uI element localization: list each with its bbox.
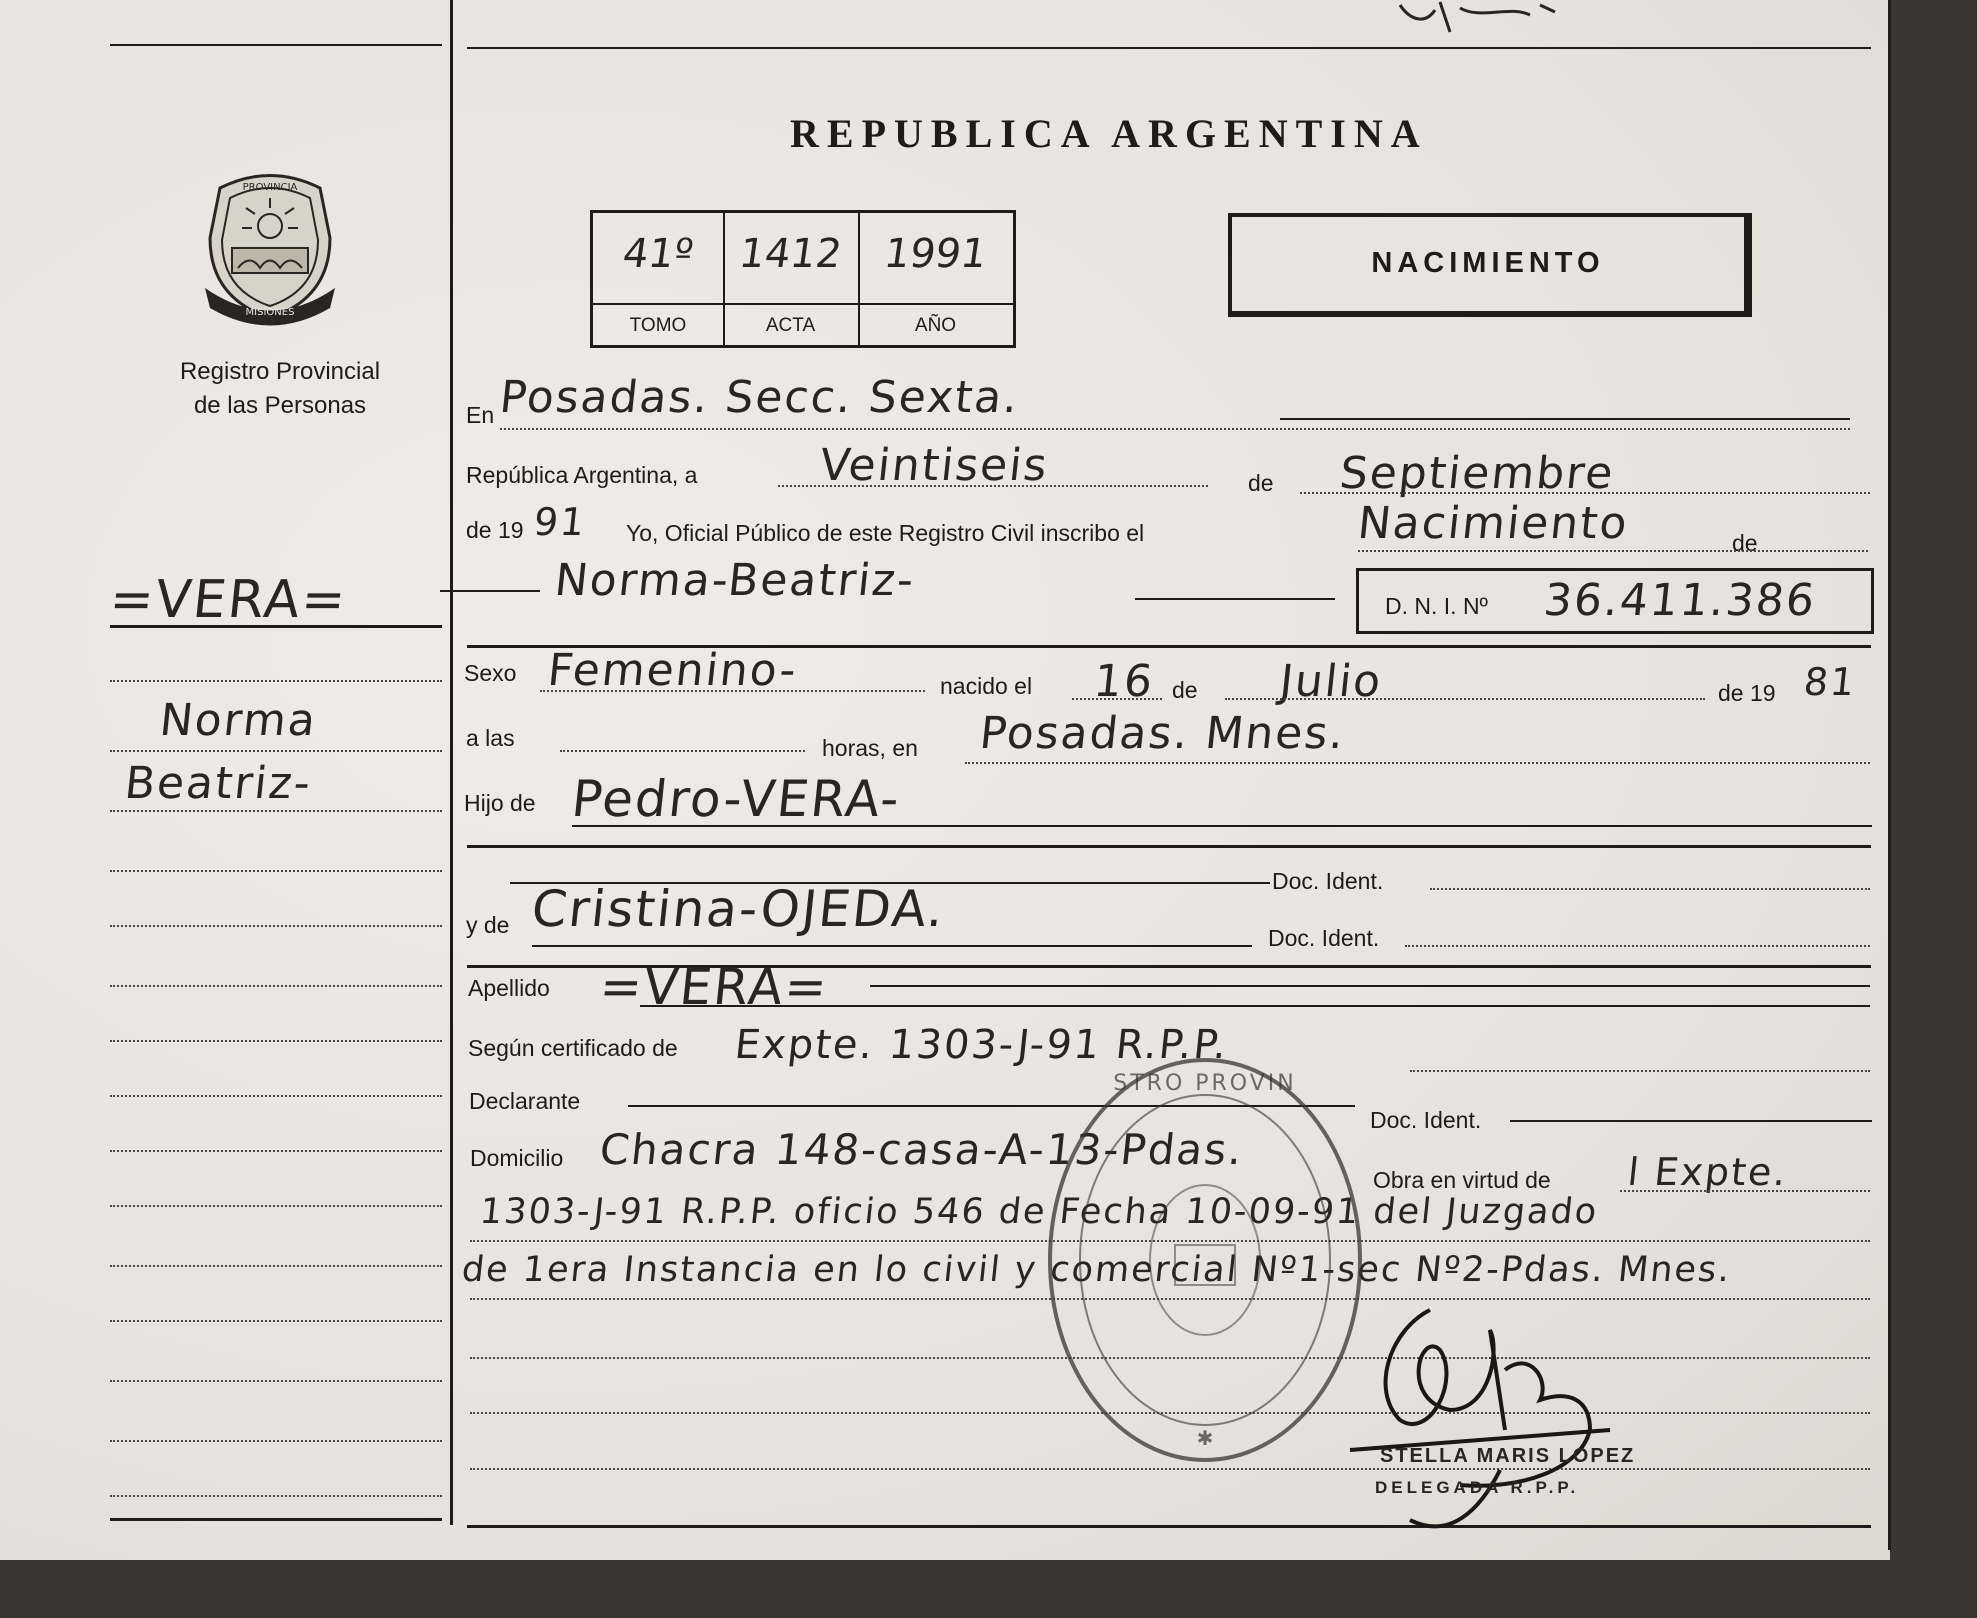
top-left-rule: [110, 44, 442, 46]
apellido-label: Apellido: [468, 975, 550, 1001]
day-value: Veintiseis: [817, 440, 1052, 491]
signatory-name: STELLA MARIS LOPEZ: [1380, 1445, 1636, 1467]
name-value: Norma-Beatriz-: [552, 555, 918, 606]
segun-value: Expte. 1303-J-91 R.P.P.: [732, 1022, 1231, 1068]
obra-label: Obra en virtud de: [1373, 1167, 1551, 1193]
doc-ident-label-3: Doc. Ident.: [1370, 1107, 1482, 1133]
month-line: [1300, 492, 1870, 494]
en-value: Posadas. Secc. Sexta.: [497, 372, 1023, 423]
month-value: Septiembre: [1337, 448, 1618, 499]
apellido-value: =VERA=: [596, 958, 832, 1016]
sidebar-dots-9: [110, 1150, 442, 1152]
sidebar-bottom-rule: [110, 1518, 442, 1521]
tomo-value: 41º: [619, 231, 697, 277]
de19-label-2: de 19: [1718, 680, 1776, 706]
top-right-rule: [467, 47, 1871, 49]
svg-text:✱: ✱: [1196, 1426, 1214, 1450]
act-type-label: NACIMIENTO: [1371, 247, 1605, 279]
republica-label: República Argentina, a: [466, 462, 698, 488]
place-value: Posadas. Mnes.: [977, 708, 1349, 759]
registry-office-label: [140, 355, 420, 423]
en-line: [500, 428, 1850, 430]
de-label: de: [1248, 470, 1274, 496]
acta-value: 1412: [736, 231, 845, 277]
right-border: [1888, 0, 1891, 1550]
apellido-line-2: [640, 1005, 1870, 1007]
sidebar-dots-3: [110, 810, 442, 812]
dni-value: 36.411.386: [1541, 575, 1819, 626]
hijo-label: Hijo de: [464, 790, 536, 816]
inscribo-line: [1358, 550, 1868, 552]
apellido-line-1: [870, 985, 1870, 987]
doc-ident-line-1: [1430, 888, 1870, 890]
obra-line: [1620, 1190, 1870, 1192]
yo-label: Yo, Oficial Público de este Registro Civil inscribo el: [626, 520, 1145, 546]
sidebar-dots-14: [110, 1440, 442, 1442]
office-line-2: de las Personas: [193, 392, 367, 419]
name-line-right: [1135, 598, 1335, 600]
anio-cell: [858, 213, 1013, 345]
obra-line-3: de 1era Instancia en lo civil y comercial Nº1-sec Nº2-Pdas. Mnes.: [459, 1250, 1734, 1290]
obra-line-2: 1303-J-91 R.P.P. oficio 546 de Fecha 10-09-91 del Juzgado: [477, 1192, 1601, 1232]
sidebar-dots-1: [110, 680, 442, 682]
doc-ident-label-1: Doc. Ident.: [1272, 868, 1384, 894]
place-line: [965, 762, 1870, 764]
official-signature: [1290, 1290, 1670, 1570]
alas-label: a las: [466, 725, 515, 751]
father-line: [572, 825, 1872, 827]
year-value: 91: [531, 500, 589, 544]
sexo-label: Sexo: [464, 660, 517, 686]
horas-label: horas, en: [822, 735, 918, 761]
doc-ident-line-3: [1510, 1120, 1872, 1122]
signatory-title: DELEGADA R.P.P.: [1375, 1478, 1580, 1497]
svg-text:PROVINCIA: PROVINCIA: [242, 182, 298, 193]
nacido-month-line: [1225, 698, 1705, 700]
svg-text:MISIONES: MISIONES: [245, 307, 295, 318]
misiones-seal-icon: [190, 168, 350, 326]
sidebar-dots-15: [110, 1495, 442, 1497]
sidebar-dots-12: [110, 1320, 442, 1322]
domicilio-label: Domicilio: [470, 1145, 564, 1171]
nacido-day-line: [1072, 698, 1162, 700]
sidebar-dots-4: [110, 870, 442, 872]
acta-cell: [723, 213, 860, 345]
name-line-left: [440, 590, 540, 592]
sidebar-rule-1: [110, 625, 442, 628]
top-signature-fragment: [1380, 0, 1580, 40]
anio-label: AÑO: [914, 315, 957, 336]
country-title: REPUBLICA ARGENTINA: [790, 111, 1428, 156]
doc-ident-label-2: Doc. Ident.: [1268, 925, 1380, 951]
sidebar-surname: =VERA=: [106, 570, 351, 630]
de-label-2: de: [1732, 530, 1758, 556]
segun-label: Según certificado de: [468, 1035, 678, 1061]
obra-value: l Expte.: [1625, 1150, 1790, 1194]
mother-line: [532, 945, 1252, 947]
yde-label: y de: [466, 912, 510, 938]
nacido-label: nacido el: [940, 673, 1033, 699]
tomo-label: TOMO: [629, 315, 687, 336]
alas-line: [560, 750, 805, 752]
sidebar-dots-8: [110, 1095, 442, 1097]
tomo-cell: [593, 213, 725, 345]
column-divider: [450, 0, 453, 1525]
en-line-solid: [1280, 418, 1850, 420]
sidebar-given-1: Norma: [157, 695, 320, 746]
nacido-month: Julio: [1277, 656, 1385, 707]
sidebar-dots-13: [110, 1380, 442, 1382]
domicilio-value: Chacra 148-casa-A-13-Pdas.: [597, 1125, 1247, 1174]
de19-label: de 19: [466, 517, 524, 543]
sidebar-dots-7: [110, 1040, 442, 1042]
dni-box: [1356, 568, 1874, 634]
sidebar-dots-5: [110, 925, 442, 927]
dni-label: D. N. I. Nº: [1385, 593, 1488, 619]
de-label-3: de: [1172, 677, 1198, 703]
svg-text:STRO PROVIN: STRO PROVIN: [1113, 1071, 1297, 1096]
nacido-year: 81: [1801, 660, 1859, 704]
nacido-day: 16: [1091, 656, 1157, 707]
registry-box: [590, 210, 1016, 348]
sidebar-dots-11: [110, 1265, 442, 1267]
father-value: Pedro-VERA-: [568, 770, 904, 828]
sidebar-dots-6: [110, 985, 442, 987]
sidebar-dots-2: [110, 750, 442, 752]
en-label: En: [466, 402, 495, 428]
sexo-value: Femenino-: [545, 645, 801, 696]
day-line: [778, 485, 1208, 487]
sidebar-given-2: Beatriz-: [122, 758, 315, 809]
acta-label: ACTA: [765, 315, 816, 336]
declarante-label: Declarante: [469, 1088, 581, 1114]
doc-ident-line-2: [1405, 945, 1870, 947]
anio-value: 1991: [881, 231, 990, 277]
father-section-rule: [467, 845, 1871, 848]
segun-line: [1410, 1070, 1870, 1072]
act-type-box: [1228, 213, 1752, 317]
sidebar-dots-10: [110, 1205, 442, 1207]
inscribo-value: Nacimiento: [1355, 498, 1632, 549]
sexo-line: [540, 690, 925, 692]
mother-value: Cristina-OJEDA.: [528, 880, 949, 938]
office-line-1: Registro Provincial: [179, 358, 381, 385]
